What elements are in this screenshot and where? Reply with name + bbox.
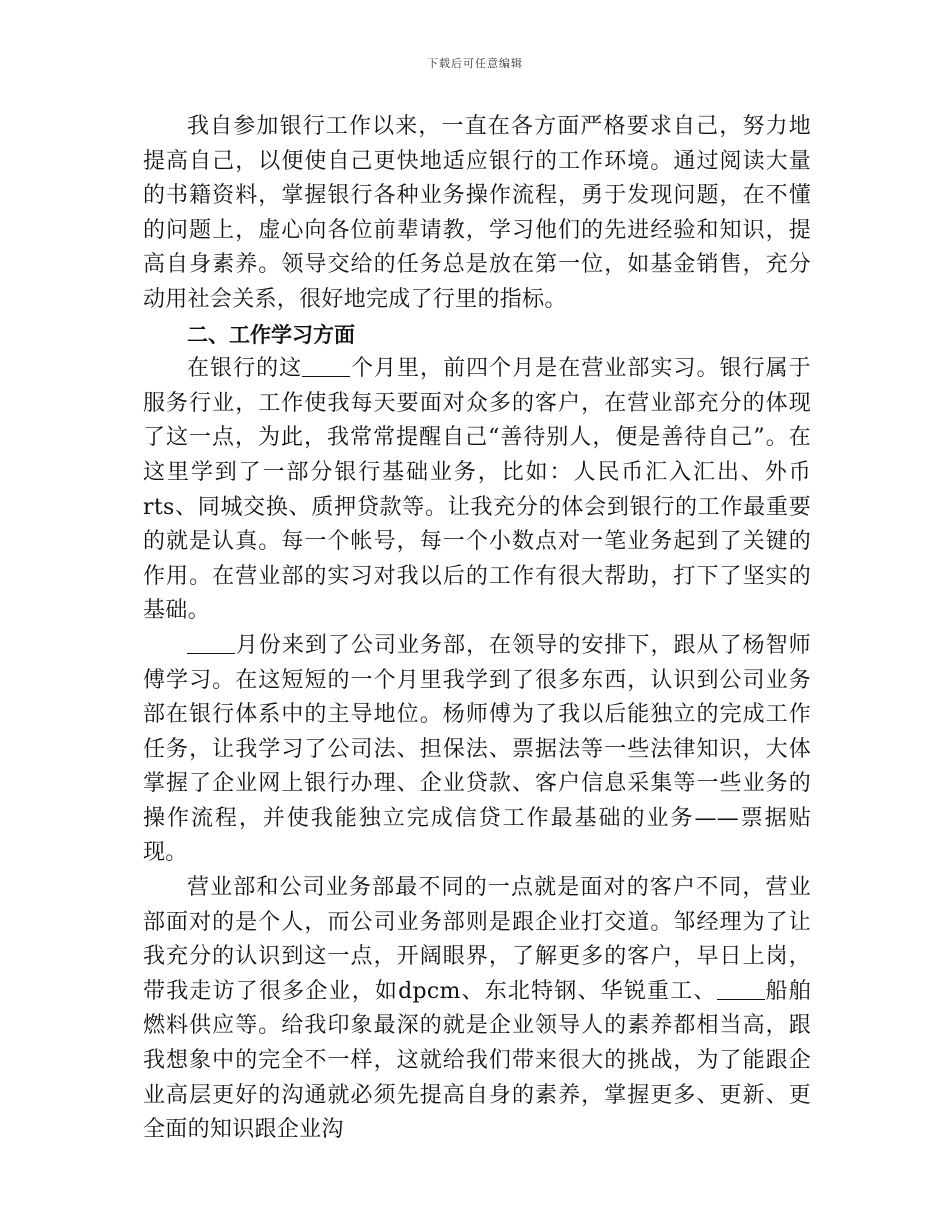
blank-months-underline	[302, 354, 350, 377]
section-heading-work-study: 二、工作学习方面	[187, 322, 355, 347]
paragraph-client-differences	[143, 871, 811, 1148]
paragraph-self-improvement	[143, 110, 811, 318]
paragraph-client-differences-text-rest: 船舶燃料供应等。给我印象最深的就是企业领导人的素养都相当高，跟我想象中的完全不一样，这就给我们带来很大的挑战，为了能跟企业高层更好的沟通就必须先提高自身的素养，掌握更多、更新、更全面的知识跟企业沟	[143, 978, 811, 1143]
paragraph-business-dept-text-start: 在银行的这	[187, 356, 303, 382]
paragraph-self-improvement-text: 我自参加银行工作以来，一直在各方面严格要求自己，努力地提高自己，以便使自己更快地适应银行的工作环境。通过阅读大量的书籍资料，掌握银行各种业务操作流程，勇于发现问题，在不懂的问题上，虚心向各位前辈请教，学习他们的先进经验和知识，提高自身素养。领导交给的任务总是放在第一位，如基金销售，充分动用社会关系，很好地完成了行里的指标。	[143, 114, 811, 312]
paragraph-client-differences-text-start: 营业部和公司业务部最不同的一点就是面对的客户不同，营业部面对的是个人，而公司业务部则是跟企业打交道。邹经理为了让我充分的认识到这一点，开阔眼界，了解更多的客户，早日上岗，带我走访了很多企业，如dpcm、东北特钢、华锐重工、	[143, 875, 811, 1004]
paragraph-corporate-dept-text: 月份来到了公司业务部，在领导的安排下，跟从了杨智师傅学习。在这短短的一个月里我学到了很多东西，认识到公司业务部在银行体系中的主导地位。杨师傅为了我以后能独立的完成工作任务，让我学习了公司法、担保法、票据法等一些法律知识，大体掌握了企业网上银行办理、企业贷款、客户信息采集等一些业务的操作流程，并使我能独立完成信贷工作最基础的业务——票据贴现。	[143, 632, 811, 866]
paragraph-business-dept-internship	[143, 352, 811, 629]
paragraph-corporate-dept	[143, 629, 811, 871]
document-body	[143, 110, 811, 1148]
page-header: 下载后可任意编辑	[427, 57, 523, 70]
blank-month-underline	[187, 631, 235, 654]
blank-company-underline	[717, 977, 765, 1000]
paragraph-business-dept-text-rest: 个月里，前四个月是在营业部实习。银行属于服务行业，工作使我每天要面对众多的客户，在营业部充分的体现了这一点，为此，我常常提醒自己“善待别人，便是善待自己”。在这里学到了一部分银行基础业务，比如：人民币汇入汇出、外币rts、同城交换、质押贷款等。让我充分的体会到银行的工作最重要的就是认真。每一个帐号，每一个小数点对一笔业务起到了关键的作用。在营业部的实习对我以后的工作有很大帮助，打下了坚实的基础。	[143, 356, 811, 624]
